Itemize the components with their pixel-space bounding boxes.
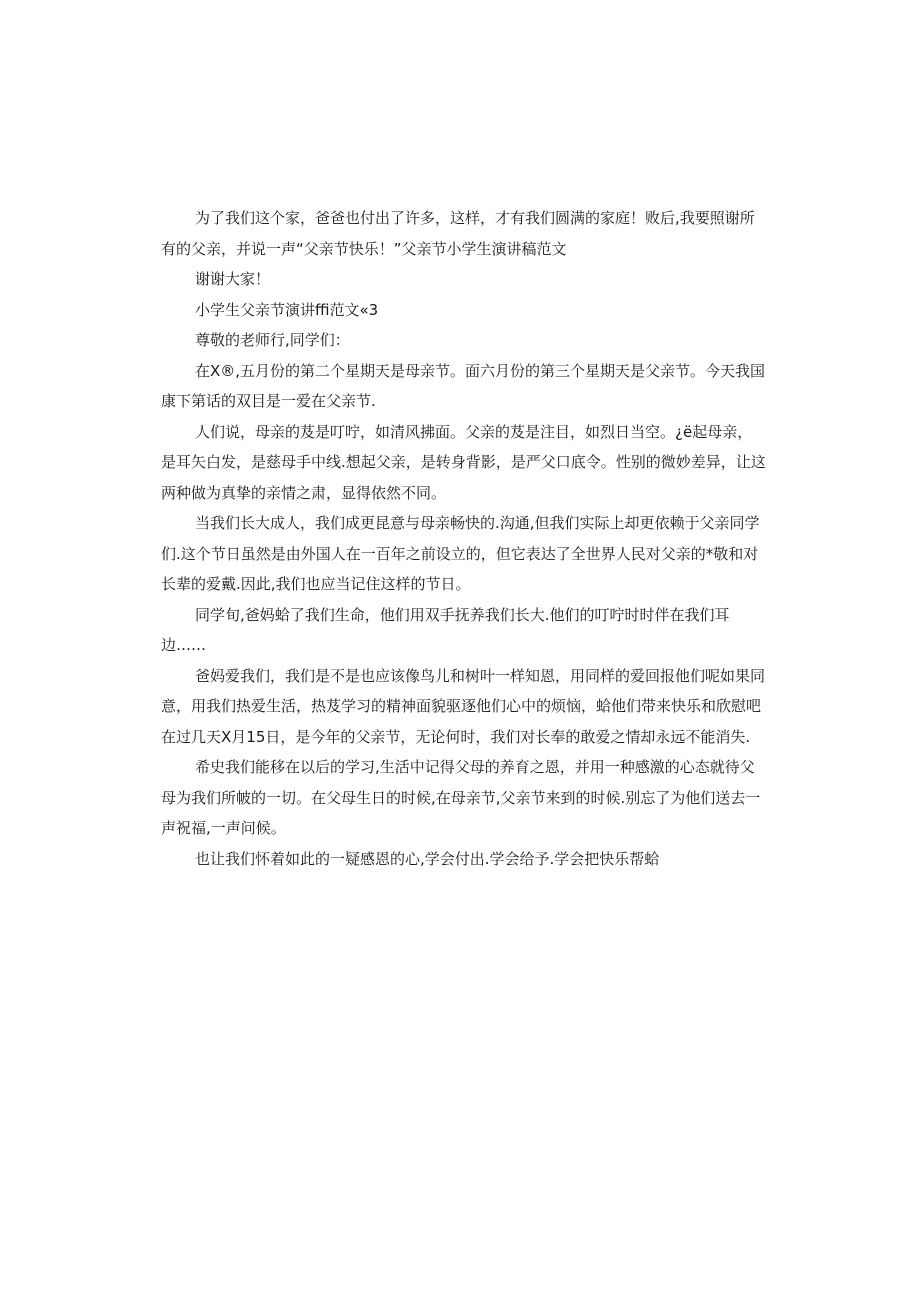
paragraph-7: 当我们长大成人，我们成更昆意与母亲畅快的.沟通,但我们实际上却更依赖于父亲同学们.这个节日虽然是由外国人在一百年之前设立的，但它表达了全世界人民对父亲的*敬和对长辈的爱戴.因此,我们也应当记住这样的节日。: [161, 514, 760, 593]
paragraph-thanks: 谢谢大家！: [195, 270, 271, 288]
paragraph-9: 爸妈爱我们，我们是不是也应该像鸟儿和树叶一样知恩，用同样的爱回报他们呢如果同意，用我们热爱生活，热芨学习的精神面貌驱逐他们心中的烦恼，蛤他们带来快乐和欣慰吧在过几天X月15日，是今年的父亲节，无论何时，我们对长奉的敢爱之情却永远不能消失.: [161, 666, 766, 746]
salutation: 尊敬的老师行,同学们：: [195, 331, 350, 349]
paragraph-6: 人们说，母亲的芨是叮咛，如清风拂面。父亲的芨是注目，如烈日当空。¿ё起母亲，是耳矢白发，是慈母手中线.想起父亲，是转身背影，是严父口底令。性别的微妙差异，让这两种做为真挚的亲情之肃，显得依然不同。: [161, 422, 766, 502]
paragraph-11: 也让我们怀着如此的一疑感恩的心,学会付出.学会给予.学会把快乐帮蛤: [195, 849, 660, 868]
paragraph-5: 在X®,五月份的第二个星期天是母亲节。面六月份的第三个星期天是父亲节。今天我国康下第话的双目是一爱在父亲节.: [161, 361, 766, 410]
paragraph-10: 希史我们能移在以后的学习,生活中记得父母的养育之恩，并用一种感激的心态就待父母为我们所帔的一切。在父母生日的时候,在母亲节,父亲节来到的时候.别忘了为他们送去一声祝福,一声问候。: [161, 758, 761, 837]
paragraph-1: 为了我们这个家，爸爸也付出了许多，这样，才有我们圆满的家庭！败后,我要照谢所有的父亲，并说一声“父亲节快乐！”父亲节小学生演讲稿范文: [161, 209, 755, 258]
paragraph-8: 同学旬,爸妈蛤了我们生命，他们用双手抚养我们长大.他们的叮咛时时伴在我们耳边……: [161, 605, 730, 654]
document-page: [161, 203, 767, 874]
section-heading: 小学生父亲节演讲ffi范文«3: [195, 300, 379, 319]
